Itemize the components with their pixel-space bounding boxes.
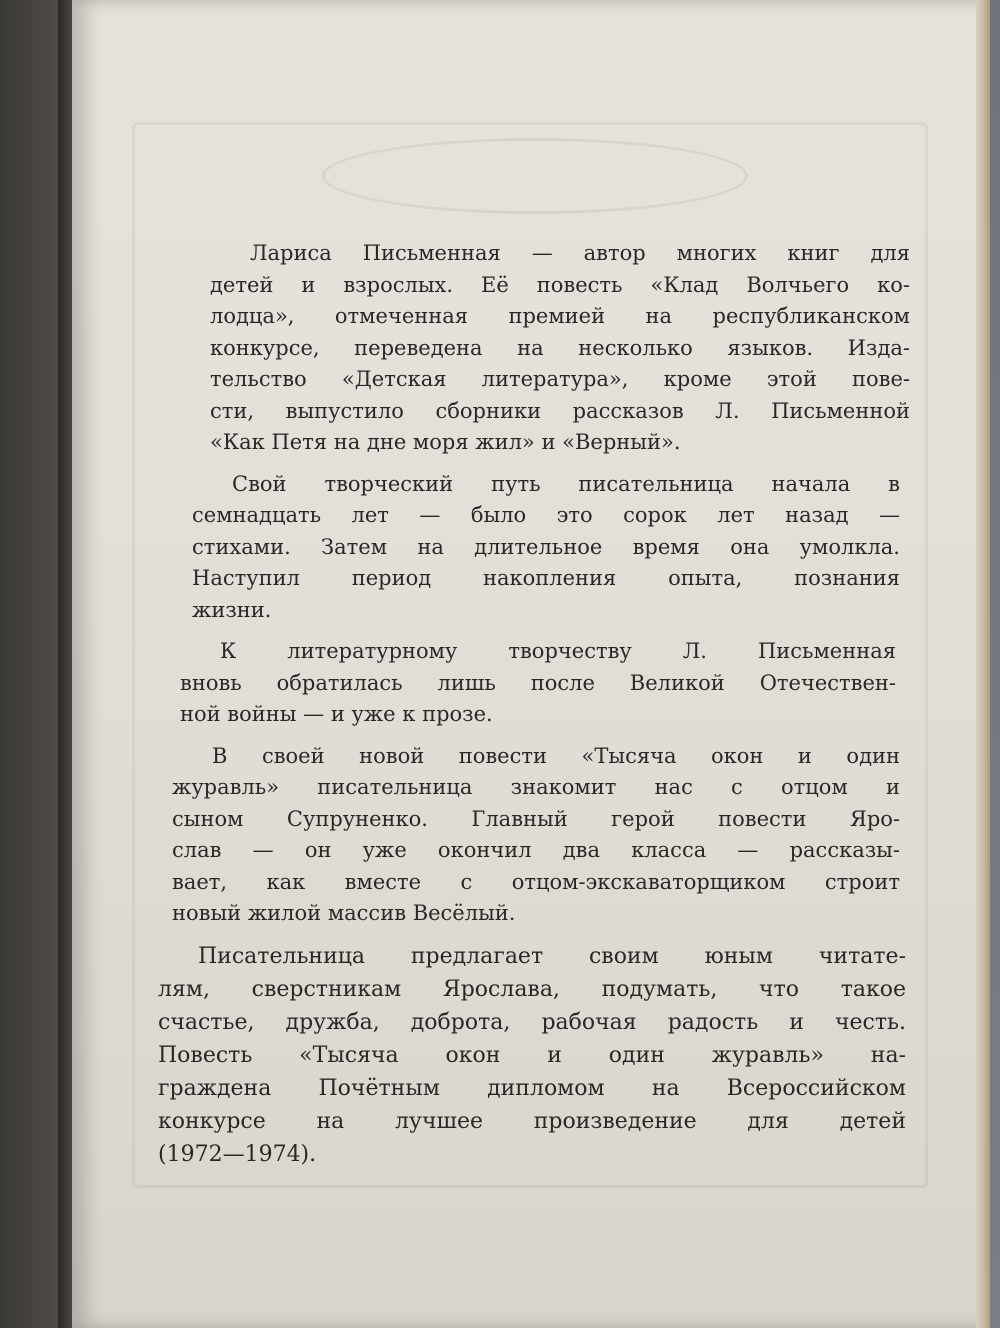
text-line: вновь обратилась лишь после Великой Отечествен- xyxy=(180,670,896,695)
paragraph-5 xyxy=(158,940,906,1171)
page-edge xyxy=(976,0,990,1328)
text-line: жизни. xyxy=(192,597,272,622)
text-line: сти, выпустило сборники рассказов Л. Письменной xyxy=(210,398,910,423)
text-line: журавль» писательница знакомит нас с отцом и xyxy=(172,775,900,799)
text-line: граждена Почётным дипломом на Всероссийском xyxy=(158,1075,906,1101)
text-line: сыном Супруненко. Главный герой повести Яро- xyxy=(172,806,900,831)
text-line: вает, как вместе с отцом-экскаваторщиком строит xyxy=(172,869,900,894)
text-line: Повесть «Тысяча окон и один журавль» на- xyxy=(158,1042,906,1068)
text-line: В своей новой повести «Тысяча окон и один xyxy=(212,743,900,768)
text-line: К литературному творчеству Л. Письменная xyxy=(220,639,896,663)
paragraph-2 xyxy=(192,469,900,627)
text-line: «Как Петя на дне моря жил» и «Верный». xyxy=(210,430,681,454)
text-line: новый жилой массив Весёлый. xyxy=(172,901,516,925)
text-line: лодца», отмеченная премией на республиканском xyxy=(210,304,910,328)
text-line: конкурсе, переведена на несколько языков. Изда- xyxy=(210,335,910,360)
text-line: Лариса Письменная — автор многих книг для xyxy=(250,241,910,265)
text-line: тельство «Детская литература», кроме этой пове- xyxy=(210,367,910,391)
paragraph-4 xyxy=(172,741,900,930)
text-line: семнадцать лет — было это сорок лет назад — xyxy=(192,503,900,527)
text-line: счастье, дружба, доброта, рабочая радость и честь. xyxy=(158,1009,906,1035)
paragraph-3 xyxy=(180,636,896,731)
text-line: Свой творческий путь писательница начала в xyxy=(232,471,900,496)
text-line: (1972—1974). xyxy=(158,1141,317,1167)
text-line: стихами. Затем на длительное время она умолкла. xyxy=(192,534,900,559)
text-line: лям, сверстникам Ярослава, подумать, что такое xyxy=(158,976,906,1002)
book-page xyxy=(72,0,990,1328)
text-line: ной войны — и уже к прозе. xyxy=(180,702,493,726)
text-line: Наступил период накопления опыта, познания xyxy=(192,566,900,590)
annotation-text xyxy=(158,238,910,1181)
paragraph-1 xyxy=(210,238,910,459)
text-line: детей и взрослых. Её повесть «Клад Волчьего ко- xyxy=(210,272,910,297)
text-line: слав — он уже окончил два класса — рассказы- xyxy=(172,838,900,862)
show-through-ornament xyxy=(322,138,748,214)
text-line: конкурсе на лучшее произведение для детей xyxy=(158,1108,906,1134)
text-line: Писательница предлагает своим юным читате- xyxy=(198,943,906,969)
